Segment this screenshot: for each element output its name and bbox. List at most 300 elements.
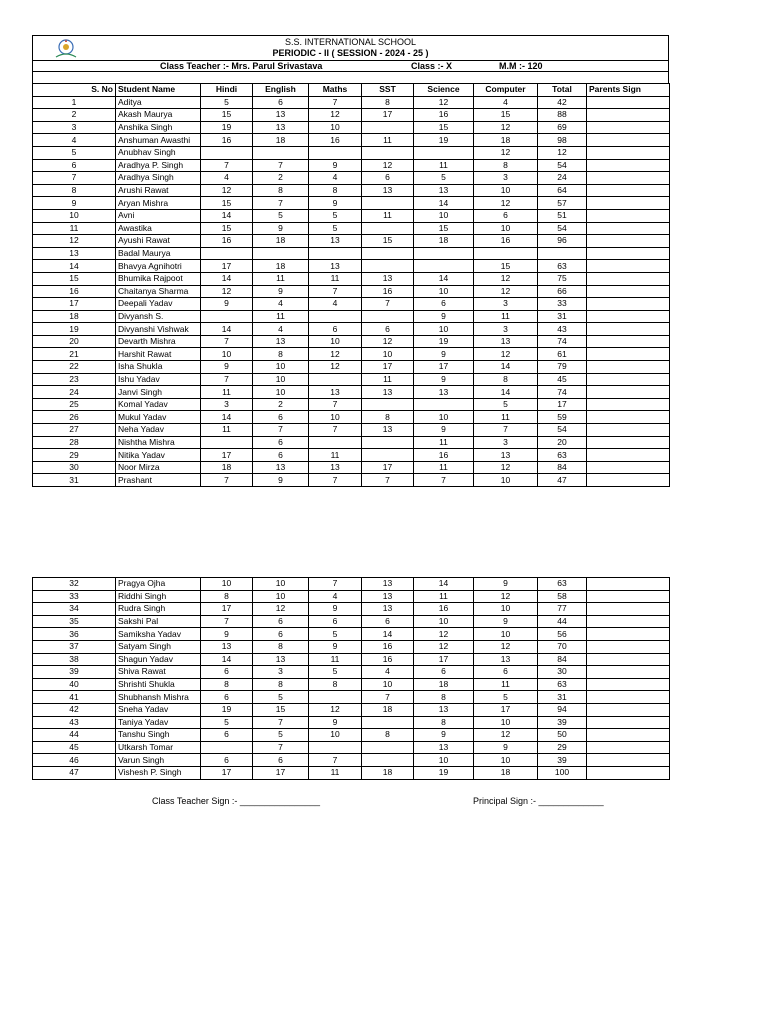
student-name-cell: Bhavya Agnihotri bbox=[116, 260, 201, 273]
total-marks-cell: 47 bbox=[538, 474, 587, 487]
computer-marks-cell: 14 bbox=[474, 386, 538, 399]
maths-marks-cell bbox=[309, 741, 362, 754]
english-marks-cell: 2 bbox=[253, 172, 309, 185]
student-name-cell: Varun Singh bbox=[116, 754, 201, 767]
english-marks-cell: 6 bbox=[253, 436, 309, 449]
science-marks-cell: 13 bbox=[414, 184, 474, 197]
student-name-cell: Tanshu Singh bbox=[116, 729, 201, 742]
computer-marks-cell: 10 bbox=[474, 222, 538, 235]
computer-marks-cell: 10 bbox=[474, 603, 538, 616]
maths-marks-cell: 10 bbox=[309, 121, 362, 134]
maths-marks-cell: 12 bbox=[309, 361, 362, 374]
science-marks-cell: 15 bbox=[414, 222, 474, 235]
column-header-sst-marks: SST bbox=[362, 84, 414, 97]
science-marks-cell: 6 bbox=[414, 298, 474, 311]
total-marks-cell: 63 bbox=[538, 678, 587, 691]
serial-number-cell: 18 bbox=[33, 310, 116, 323]
total-marks-cell: 57 bbox=[538, 197, 587, 210]
sst-marks-cell: 4 bbox=[362, 666, 414, 679]
science-marks-cell: 16 bbox=[414, 603, 474, 616]
science-marks-cell: 13 bbox=[414, 741, 474, 754]
total-marks-cell: 98 bbox=[538, 134, 587, 147]
computer-marks-cell: 12 bbox=[474, 461, 538, 474]
parents-sign-cell bbox=[587, 247, 670, 260]
english-marks-cell: 3 bbox=[253, 666, 309, 679]
serial-number-cell: 38 bbox=[33, 653, 116, 666]
english-marks-cell: 11 bbox=[253, 272, 309, 285]
maths-marks-cell: 5 bbox=[309, 222, 362, 235]
english-marks-cell: 17 bbox=[253, 766, 309, 779]
student-name-cell: Deepali Yadav bbox=[116, 298, 201, 311]
hindi-marks-cell: 15 bbox=[201, 222, 253, 235]
serial-number-cell: 1 bbox=[33, 96, 116, 109]
maths-marks-cell: 5 bbox=[309, 666, 362, 679]
parents-sign-cell bbox=[587, 741, 670, 754]
parents-sign-cell bbox=[587, 361, 670, 374]
english-marks-cell: 5 bbox=[253, 691, 309, 704]
serial-number-cell: 2 bbox=[33, 109, 116, 122]
hindi-marks-cell: 7 bbox=[201, 373, 253, 386]
hindi-marks-cell: 14 bbox=[201, 653, 253, 666]
hindi-marks-cell: 11 bbox=[201, 386, 253, 399]
science-marks-cell: 14 bbox=[414, 272, 474, 285]
parents-sign-cell bbox=[587, 640, 670, 653]
serial-number-cell: 22 bbox=[33, 361, 116, 374]
total-marks-cell: 54 bbox=[538, 424, 587, 437]
parents-sign-cell bbox=[587, 235, 670, 248]
maths-marks-cell: 11 bbox=[309, 449, 362, 462]
computer-marks-cell: 5 bbox=[474, 691, 538, 704]
parents-sign-cell bbox=[587, 666, 670, 679]
maths-marks-cell bbox=[309, 247, 362, 260]
parents-sign-cell bbox=[587, 603, 670, 616]
total-marks-cell: 58 bbox=[538, 590, 587, 603]
student-name-cell: Mukul Yadav bbox=[116, 411, 201, 424]
student-name-cell: Sakshi Pal bbox=[116, 615, 201, 628]
student-name-cell: Badal Maurya bbox=[116, 247, 201, 260]
english-marks-cell: 8 bbox=[253, 640, 309, 653]
serial-number-cell: 13 bbox=[33, 247, 116, 260]
science-marks-cell: 9 bbox=[414, 310, 474, 323]
science-marks-cell: 10 bbox=[414, 285, 474, 298]
hindi-marks-cell: 6 bbox=[201, 754, 253, 767]
science-marks-cell: 12 bbox=[414, 96, 474, 109]
english-marks-cell: 6 bbox=[253, 628, 309, 641]
hindi-marks-cell: 8 bbox=[201, 678, 253, 691]
periodic-title: PERIODIC - II ( SESSION - 2024 - 25 ) bbox=[272, 48, 429, 58]
student-name-cell: Sneha Yadav bbox=[116, 703, 201, 716]
table-row bbox=[33, 222, 670, 235]
parents-sign-cell bbox=[587, 172, 670, 185]
sst-marks-cell bbox=[362, 754, 414, 767]
total-marks-cell: 54 bbox=[538, 222, 587, 235]
sst-marks-cell: 18 bbox=[362, 703, 414, 716]
table-row bbox=[33, 197, 670, 210]
serial-number-cell: 10 bbox=[33, 209, 116, 222]
maths-marks-cell: 9 bbox=[309, 159, 362, 172]
science-marks-cell bbox=[414, 260, 474, 273]
science-marks-cell: 17 bbox=[414, 653, 474, 666]
english-marks-cell: 6 bbox=[253, 96, 309, 109]
hindi-marks-cell: 6 bbox=[201, 666, 253, 679]
sst-marks-cell bbox=[362, 449, 414, 462]
sst-marks-cell bbox=[362, 247, 414, 260]
sst-marks-cell: 11 bbox=[362, 209, 414, 222]
maths-marks-cell: 12 bbox=[309, 109, 362, 122]
maths-marks-cell: 4 bbox=[309, 590, 362, 603]
hindi-marks-cell bbox=[201, 436, 253, 449]
hindi-marks-cell: 11 bbox=[201, 424, 253, 437]
serial-number-cell: 25 bbox=[33, 398, 116, 411]
english-marks-cell: 5 bbox=[253, 729, 309, 742]
sst-marks-cell: 13 bbox=[362, 272, 414, 285]
maths-marks-cell bbox=[309, 310, 362, 323]
science-marks-cell: 18 bbox=[414, 678, 474, 691]
sst-marks-cell: 14 bbox=[362, 628, 414, 641]
hindi-marks-cell: 15 bbox=[201, 109, 253, 122]
serial-number-cell: 46 bbox=[33, 754, 116, 767]
serial-number-cell: 7 bbox=[33, 172, 116, 185]
science-marks-cell: 14 bbox=[414, 578, 474, 591]
english-marks-cell: 8 bbox=[253, 184, 309, 197]
total-marks-cell bbox=[538, 247, 587, 260]
table-row bbox=[33, 134, 670, 147]
student-name-cell: Prashant bbox=[116, 474, 201, 487]
parents-sign-cell bbox=[587, 411, 670, 424]
hindi-marks-cell: 5 bbox=[201, 96, 253, 109]
serial-number-cell: 17 bbox=[33, 298, 116, 311]
student-name-cell: Noor Mirza bbox=[116, 461, 201, 474]
serial-number-cell: 29 bbox=[33, 449, 116, 462]
sst-marks-cell bbox=[362, 398, 414, 411]
student-name-cell: Isha Shukla bbox=[116, 361, 201, 374]
column-header-parents-sign: Parents Sign bbox=[587, 84, 670, 97]
computer-marks-cell: 11 bbox=[474, 310, 538, 323]
student-name-cell: Nitika Yadav bbox=[116, 449, 201, 462]
science-marks-cell: 7 bbox=[414, 474, 474, 487]
science-marks-cell: 13 bbox=[414, 703, 474, 716]
table-row bbox=[33, 121, 670, 134]
sst-marks-cell: 11 bbox=[362, 373, 414, 386]
sst-marks-cell: 10 bbox=[362, 678, 414, 691]
parents-sign-cell bbox=[587, 628, 670, 641]
parents-sign-cell bbox=[587, 615, 670, 628]
total-marks-cell: 88 bbox=[538, 109, 587, 122]
maths-marks-cell: 10 bbox=[309, 335, 362, 348]
table-row bbox=[33, 235, 670, 248]
total-marks-cell: 84 bbox=[538, 461, 587, 474]
computer-marks-cell: 12 bbox=[474, 590, 538, 603]
computer-marks-cell: 11 bbox=[474, 411, 538, 424]
serial-number-cell: 14 bbox=[33, 260, 116, 273]
maths-marks-cell: 4 bbox=[309, 172, 362, 185]
computer-marks-cell: 10 bbox=[474, 716, 538, 729]
parents-sign-cell bbox=[587, 449, 670, 462]
computer-marks-cell: 18 bbox=[474, 766, 538, 779]
science-marks-cell: 11 bbox=[414, 436, 474, 449]
science-marks-cell: 8 bbox=[414, 691, 474, 704]
school-name: S.S. INTERNATIONAL SCHOOL bbox=[284, 37, 417, 47]
computer-marks-cell: 12 bbox=[474, 348, 538, 361]
total-marks-cell: 17 bbox=[538, 398, 587, 411]
science-marks-cell: 17 bbox=[414, 361, 474, 374]
serial-number-cell: 33 bbox=[33, 590, 116, 603]
serial-number-cell: 34 bbox=[33, 603, 116, 616]
total-marks-cell: 56 bbox=[538, 628, 587, 641]
serial-number-cell: 47 bbox=[33, 766, 116, 779]
hindi-marks-cell: 14 bbox=[201, 272, 253, 285]
parents-sign-cell bbox=[587, 424, 670, 437]
english-marks-cell: 9 bbox=[253, 285, 309, 298]
hindi-marks-cell: 9 bbox=[201, 628, 253, 641]
hindi-marks-cell: 10 bbox=[201, 578, 253, 591]
table-row bbox=[33, 386, 670, 399]
parents-sign-cell bbox=[587, 578, 670, 591]
total-marks-cell: 79 bbox=[538, 361, 587, 374]
table-row bbox=[33, 310, 670, 323]
english-marks-cell: 18 bbox=[253, 134, 309, 147]
maths-marks-cell: 7 bbox=[309, 474, 362, 487]
total-marks-cell: 74 bbox=[538, 386, 587, 399]
sst-marks-cell: 6 bbox=[362, 615, 414, 628]
serial-number-cell: 12 bbox=[33, 235, 116, 248]
science-marks-cell bbox=[414, 247, 474, 260]
science-marks-cell: 9 bbox=[414, 729, 474, 742]
hindi-marks-cell: 7 bbox=[201, 474, 253, 487]
maths-marks-cell: 16 bbox=[309, 134, 362, 147]
serial-number-cell: 40 bbox=[33, 678, 116, 691]
total-marks-cell: 59 bbox=[538, 411, 587, 424]
student-name-cell: Taniya Yadav bbox=[116, 716, 201, 729]
sst-marks-cell: 7 bbox=[362, 691, 414, 704]
parents-sign-cell bbox=[587, 436, 670, 449]
science-marks-cell: 15 bbox=[414, 121, 474, 134]
computer-marks-cell: 13 bbox=[474, 449, 538, 462]
parents-sign-cell bbox=[587, 96, 670, 109]
table-row bbox=[33, 703, 670, 716]
parents-sign-cell bbox=[587, 474, 670, 487]
hindi-marks-cell: 5 bbox=[201, 716, 253, 729]
sst-marks-cell: 16 bbox=[362, 653, 414, 666]
parents-sign-cell bbox=[587, 209, 670, 222]
computer-marks-cell: 6 bbox=[474, 666, 538, 679]
serial-number-cell: 26 bbox=[33, 411, 116, 424]
serial-number-cell: 4 bbox=[33, 134, 116, 147]
total-marks-cell: 54 bbox=[538, 159, 587, 172]
serial-number-cell: 16 bbox=[33, 285, 116, 298]
maths-marks-cell: 12 bbox=[309, 348, 362, 361]
parents-sign-cell bbox=[587, 184, 670, 197]
english-marks-cell: 10 bbox=[253, 590, 309, 603]
sst-marks-cell: 12 bbox=[362, 335, 414, 348]
parents-sign-cell bbox=[587, 146, 670, 159]
hindi-marks-cell: 9 bbox=[201, 361, 253, 374]
parents-sign-cell bbox=[587, 590, 670, 603]
sst-marks-cell bbox=[362, 197, 414, 210]
english-marks-cell: 7 bbox=[253, 424, 309, 437]
maths-marks-cell: 7 bbox=[309, 285, 362, 298]
sst-marks-cell: 8 bbox=[362, 411, 414, 424]
computer-marks-cell: 12 bbox=[474, 197, 538, 210]
table-row bbox=[33, 146, 670, 159]
column-header-total-marks: Total bbox=[538, 84, 587, 97]
student-name-cell: Aditya bbox=[116, 96, 201, 109]
hindi-marks-cell: 7 bbox=[201, 335, 253, 348]
serial-number-cell: 20 bbox=[33, 335, 116, 348]
table-row bbox=[33, 640, 670, 653]
maths-marks-cell: 11 bbox=[309, 653, 362, 666]
student-name-cell: Shubhansh Mishra bbox=[116, 691, 201, 704]
table-row bbox=[33, 666, 670, 679]
serial-number-cell: 36 bbox=[33, 628, 116, 641]
serial-number-cell: 35 bbox=[33, 615, 116, 628]
maths-marks-cell: 10 bbox=[309, 411, 362, 424]
parents-sign-cell bbox=[587, 729, 670, 742]
english-marks-cell: 13 bbox=[253, 109, 309, 122]
parents-sign-cell bbox=[587, 348, 670, 361]
english-marks-cell: 10 bbox=[253, 361, 309, 374]
maths-marks-cell: 6 bbox=[309, 323, 362, 336]
computer-marks-cell: 6 bbox=[474, 209, 538, 222]
table-row bbox=[33, 590, 670, 603]
sst-marks-cell: 12 bbox=[362, 159, 414, 172]
maths-marks-cell: 13 bbox=[309, 461, 362, 474]
hindi-marks-cell: 19 bbox=[201, 121, 253, 134]
hindi-marks-cell: 13 bbox=[201, 640, 253, 653]
student-name-cell: Awastika bbox=[116, 222, 201, 235]
maths-marks-cell: 12 bbox=[309, 703, 362, 716]
student-name-cell: Janvi Singh bbox=[116, 386, 201, 399]
hindi-marks-cell: 18 bbox=[201, 461, 253, 474]
english-marks-cell: 7 bbox=[253, 741, 309, 754]
computer-marks-cell: 3 bbox=[474, 436, 538, 449]
science-marks-cell: 9 bbox=[414, 373, 474, 386]
total-marks-cell: 63 bbox=[538, 578, 587, 591]
maths-marks-cell: 9 bbox=[309, 603, 362, 616]
table-row bbox=[33, 373, 670, 386]
total-marks-cell: 29 bbox=[538, 741, 587, 754]
table-row bbox=[33, 691, 670, 704]
column-header-maths-marks: Maths bbox=[309, 84, 362, 97]
hindi-marks-cell: 4 bbox=[201, 172, 253, 185]
maths-marks-cell: 10 bbox=[309, 729, 362, 742]
english-marks-cell: 13 bbox=[253, 653, 309, 666]
student-name-cell: Utkarsh Tomar bbox=[116, 741, 201, 754]
principal-signature: Principal Sign :- _____________ bbox=[473, 796, 604, 806]
table-row bbox=[33, 209, 670, 222]
computer-marks-cell: 18 bbox=[474, 134, 538, 147]
sst-marks-cell: 16 bbox=[362, 285, 414, 298]
total-marks-cell: 44 bbox=[538, 615, 587, 628]
hindi-marks-cell: 7 bbox=[201, 615, 253, 628]
serial-number-cell: 24 bbox=[33, 386, 116, 399]
total-marks-cell: 64 bbox=[538, 184, 587, 197]
table-row bbox=[33, 411, 670, 424]
hindi-marks-cell bbox=[201, 247, 253, 260]
column-header-hindi-marks: Hindi bbox=[201, 84, 253, 97]
science-marks-cell: 14 bbox=[414, 197, 474, 210]
total-marks-cell: 69 bbox=[538, 121, 587, 134]
parents-sign-cell bbox=[587, 678, 670, 691]
parents-sign-cell bbox=[587, 703, 670, 716]
computer-marks-cell: 3 bbox=[474, 172, 538, 185]
computer-marks-cell: 16 bbox=[474, 235, 538, 248]
student-name-cell: Divyanshi Vishwak bbox=[116, 323, 201, 336]
serial-number-cell: 21 bbox=[33, 348, 116, 361]
hindi-marks-cell: 14 bbox=[201, 323, 253, 336]
science-marks-cell: 19 bbox=[414, 335, 474, 348]
serial-number-cell: 11 bbox=[33, 222, 116, 235]
science-marks-cell: 8 bbox=[414, 716, 474, 729]
maths-marks-cell: 13 bbox=[309, 235, 362, 248]
student-name-cell: Aradhya P. Singh bbox=[116, 159, 201, 172]
computer-marks-cell: 3 bbox=[474, 298, 538, 311]
total-marks-cell: 66 bbox=[538, 285, 587, 298]
table-row bbox=[33, 109, 670, 122]
sst-marks-cell: 13 bbox=[362, 578, 414, 591]
science-marks-cell: 13 bbox=[414, 386, 474, 399]
science-marks-cell: 10 bbox=[414, 754, 474, 767]
total-marks-cell: 70 bbox=[538, 640, 587, 653]
sst-marks-cell: 6 bbox=[362, 172, 414, 185]
sst-marks-cell bbox=[362, 121, 414, 134]
total-marks-cell: 100 bbox=[538, 766, 587, 779]
sst-marks-cell: 13 bbox=[362, 386, 414, 399]
english-marks-cell: 8 bbox=[253, 348, 309, 361]
english-marks-cell: 7 bbox=[253, 197, 309, 210]
class-info-row bbox=[33, 60, 668, 72]
english-marks-cell: 10 bbox=[253, 578, 309, 591]
student-name-cell: Shiva Rawat bbox=[116, 666, 201, 679]
serial-number-cell: 28 bbox=[33, 436, 116, 449]
total-marks-cell: 12 bbox=[538, 146, 587, 159]
total-marks-cell: 94 bbox=[538, 703, 587, 716]
table-row bbox=[33, 260, 670, 273]
student-name-cell: Neha Yadav bbox=[116, 424, 201, 437]
total-marks-cell: 77 bbox=[538, 603, 587, 616]
parents-sign-cell bbox=[587, 310, 670, 323]
science-marks-cell: 11 bbox=[414, 590, 474, 603]
maths-marks-cell: 8 bbox=[309, 678, 362, 691]
computer-marks-cell: 15 bbox=[474, 109, 538, 122]
student-name-cell: Aradhya Singh bbox=[116, 172, 201, 185]
table-row bbox=[33, 323, 670, 336]
parents-sign-cell bbox=[587, 134, 670, 147]
student-name-cell: Pragya Ojha bbox=[116, 578, 201, 591]
column-header-serial-number: S. No bbox=[33, 84, 116, 97]
english-marks-cell: 4 bbox=[253, 323, 309, 336]
table-row bbox=[33, 615, 670, 628]
parents-sign-cell bbox=[587, 222, 670, 235]
maths-marks-cell: 8 bbox=[309, 184, 362, 197]
column-header-science-marks: Science bbox=[414, 84, 474, 97]
maths-marks-cell: 9 bbox=[309, 197, 362, 210]
computer-marks-cell: 8 bbox=[474, 373, 538, 386]
total-marks-cell: 43 bbox=[538, 323, 587, 336]
science-marks-cell bbox=[414, 146, 474, 159]
result-sheet-page-1 bbox=[32, 35, 669, 487]
english-marks-cell: 7 bbox=[253, 716, 309, 729]
science-marks-cell: 10 bbox=[414, 615, 474, 628]
maths-marks-cell: 5 bbox=[309, 628, 362, 641]
sst-marks-cell: 17 bbox=[362, 461, 414, 474]
maths-marks-cell: 9 bbox=[309, 716, 362, 729]
english-marks-cell: 6 bbox=[253, 411, 309, 424]
hindi-marks-cell: 9 bbox=[201, 298, 253, 311]
hindi-marks-cell: 15 bbox=[201, 197, 253, 210]
table-row bbox=[33, 247, 670, 260]
serial-number-cell: 5 bbox=[33, 146, 116, 159]
